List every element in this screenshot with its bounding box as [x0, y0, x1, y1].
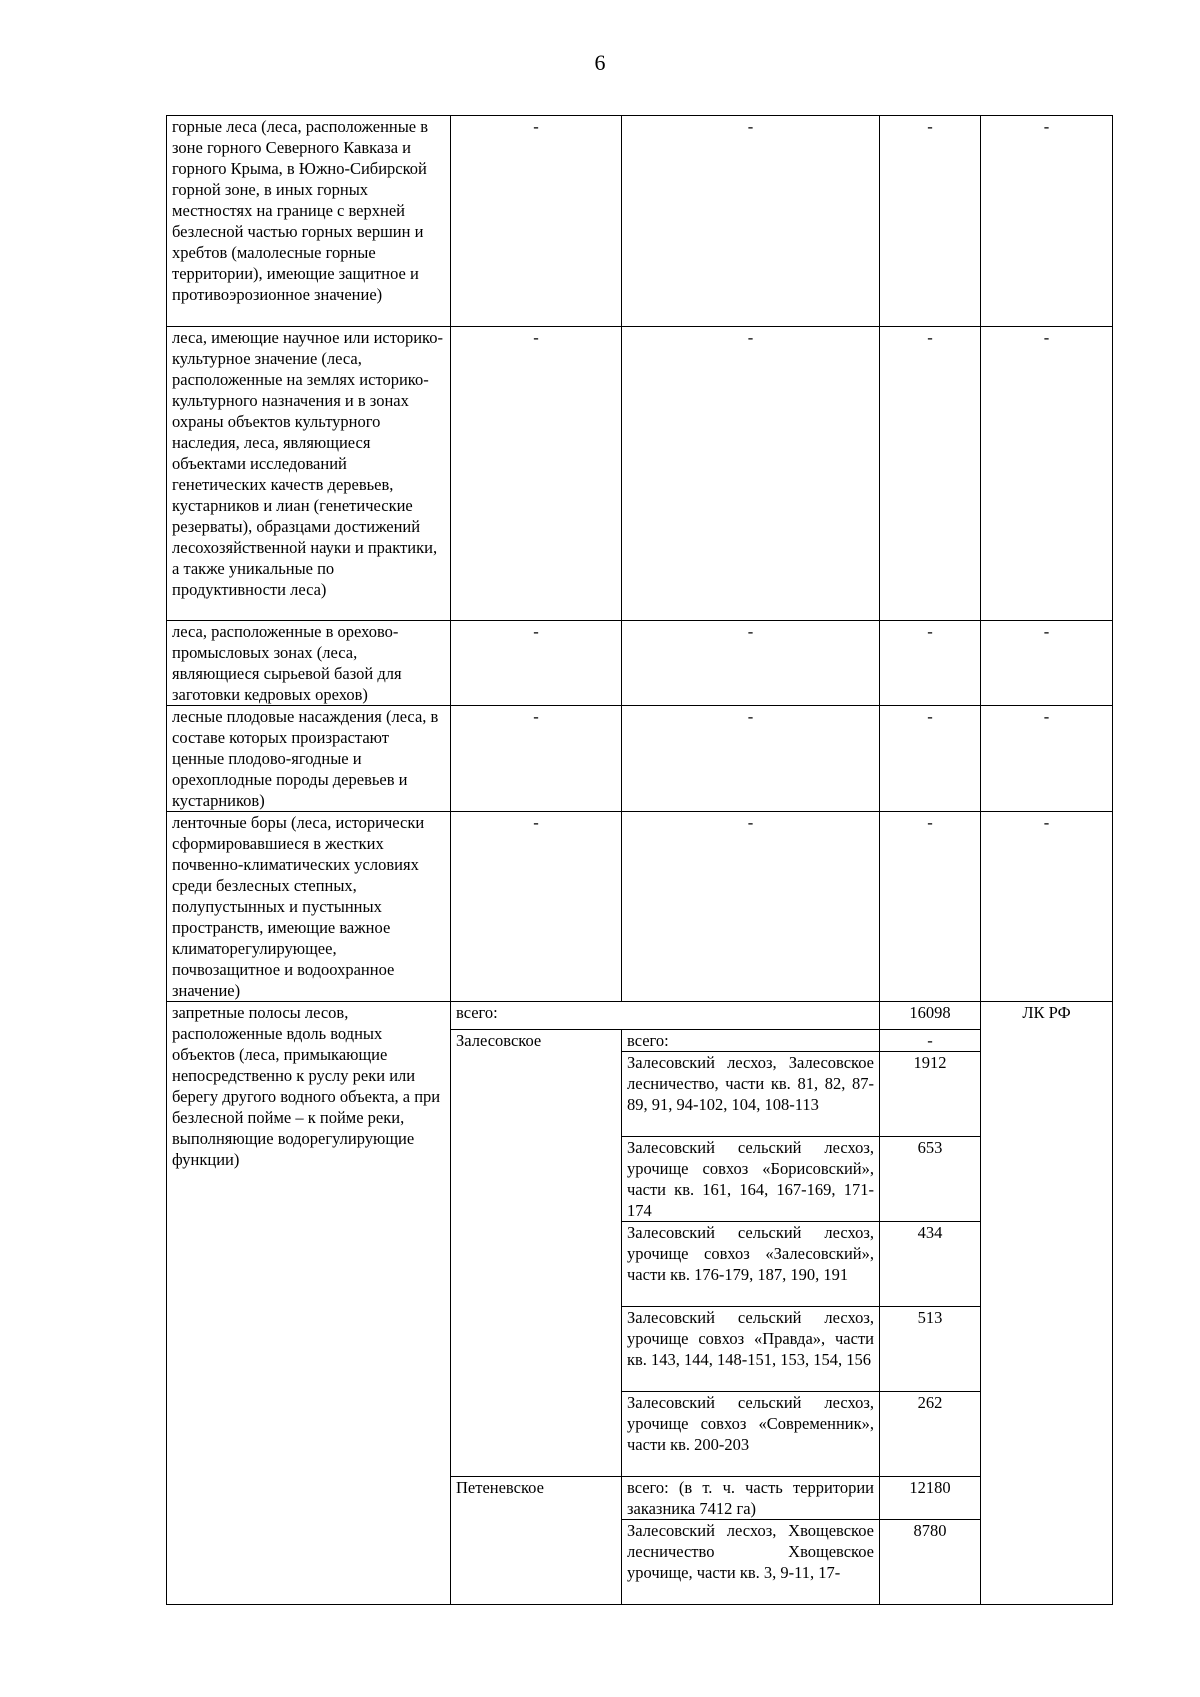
area-value: 513: [880, 1307, 981, 1392]
area-value: 653: [880, 1137, 981, 1222]
dash-cell: -: [451, 621, 622, 706]
district-name: Залесовское: [451, 1030, 622, 1477]
location-desc: Залесовский сельский лесхоз, урочище совхоз «Правда», части кв. 143, 144, 148-151, 153, 154, 156: [622, 1307, 880, 1392]
dash-cell: -: [622, 116, 880, 327]
location-desc: Залесовский сельский лесхоз, урочище совхоз «Современник», части кв. 200-203: [622, 1392, 880, 1477]
dash-cell: -: [880, 812, 981, 1002]
category-cell: ленточные боры (леса, исторически сформировавшиеся в жестких почвенно-климатических условиях среди безлесных степных, полупустынных и пустынных пространств, имеющие важное климаторегулирующее, почвозащитное и водоохранное значение): [167, 812, 451, 1002]
dash-cell: -: [451, 327, 622, 621]
category-cell: запретные полосы лесов, расположенные вдоль водных объектов (леса, примыкающие непосредственно к руслу реки или берегу другого водного объекта, а при безлесной пойме – к пойме реки, выполняющие водорегулирующие функции): [167, 1002, 451, 1605]
district-total-value: 12180: [880, 1477, 981, 1520]
table-row: [167, 621, 1113, 706]
total-value: 16098: [880, 1002, 981, 1030]
legal-basis: ЛК РФ: [981, 1002, 1113, 1605]
location-desc: Залесовский сельский лесхоз, урочище совхоз «Залесовский», части кв. 176-179, 187, 190, 191: [622, 1222, 880, 1307]
area-value: 434: [880, 1222, 981, 1307]
dash-cell: -: [981, 812, 1113, 1002]
area-value: 8780: [880, 1520, 981, 1605]
category-cell: лесные плодовые насаждения (леса, в составе которых произрастают ценные плодово-ягодные и орехоплодные породы деревьев и кустарников): [167, 706, 451, 812]
table-row: [167, 327, 1113, 621]
dash-cell: -: [451, 812, 622, 1002]
table-row: [167, 116, 1113, 327]
district-total-value: -: [880, 1030, 981, 1052]
district-total-label: всего: (в т. ч. часть территории заказника 7412 га): [622, 1477, 880, 1520]
dash-cell: -: [880, 706, 981, 812]
dash-cell: -: [622, 621, 880, 706]
dash-cell: -: [981, 621, 1113, 706]
dash-cell: -: [880, 116, 981, 327]
dash-cell: -: [981, 706, 1113, 812]
category-cell: леса, имеющие научное или историко-культурное значение (леса, расположенные на землях историко-культурного назначения и в зонах охраны объектов культурного наследия, леса, являющиеся объектами исследований генетических качеств деревьев, кустарников и лиан (генетические резерваты), образцами достижений лесохозяйственной науки и практики, а также уникальные по продуктивности леса): [167, 327, 451, 621]
dash-cell: -: [981, 116, 1113, 327]
category-cell: леса, расположенные в орехово-промысловых зонах (леса, являющиеся сырьевой базой для заготовки кедровых орехов): [167, 621, 451, 706]
location-desc: Залесовский сельский лесхоз, урочище совхоз «Борисовский», части кв. 161, 164, 167-169, 171-174: [622, 1137, 880, 1222]
table-row: [167, 812, 1113, 1002]
area-value: 1912: [880, 1052, 981, 1137]
dash-cell: -: [622, 812, 880, 1002]
location-desc: Залесовский лесхоз, Хвощевское лесничество Хвощевское урочище, части кв. 3, 9-11, 17-: [622, 1520, 880, 1605]
category-cell: горные леса (леса, расположенные в зоне горного Северного Кавказа и горного Крыма, в Южно-Сибирской горной зоне, в иных горных местностях на границе с верхней безлесной частью горных вершин и хребтов (малолесные горные территории), имеющие защитное и противоэрозионное значение): [167, 116, 451, 327]
district-name: Петеневское: [451, 1477, 622, 1605]
district-total-label: всего:: [622, 1030, 880, 1052]
dash-cell: -: [622, 327, 880, 621]
total-label: всего:: [451, 1002, 880, 1030]
dash-cell: -: [451, 116, 622, 327]
dash-cell: -: [880, 327, 981, 621]
page-number: 6: [594, 50, 606, 75]
area-value: 262: [880, 1392, 981, 1477]
dash-cell: -: [880, 621, 981, 706]
location-desc: Залесовский лесхоз, Залесовское лесничество, части кв. 81, 82, 87-89, 91, 94-102, 104, 108-113: [622, 1052, 880, 1137]
dash-cell: -: [981, 327, 1113, 621]
forest-protection-table: [166, 115, 1113, 1605]
table-row: [167, 706, 1113, 812]
dash-cell: -: [451, 706, 622, 812]
table-row: [167, 1002, 1113, 1030]
dash-cell: -: [622, 706, 880, 812]
